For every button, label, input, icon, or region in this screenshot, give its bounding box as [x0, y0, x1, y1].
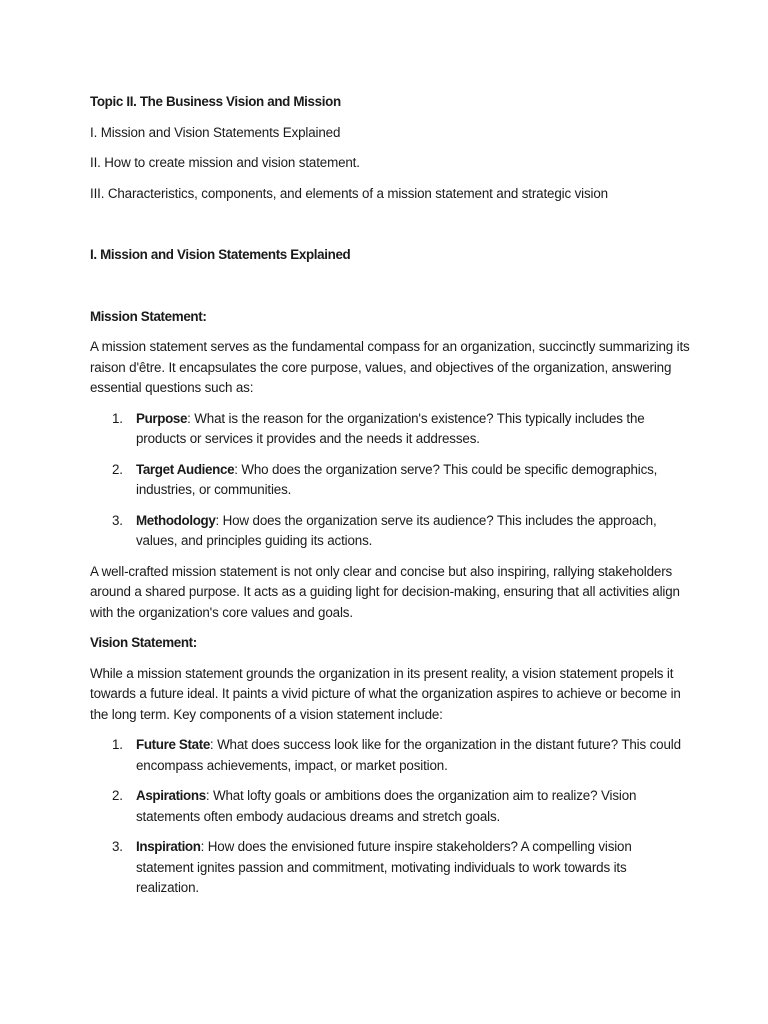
document-page: [90, 92, 690, 899]
outline-item-2: II. How to create mission and vision statement.: [90, 155, 360, 170]
outline-item-1: I. Mission and Vision Statements Explained: [90, 124, 341, 140]
list-term: Future State: [136, 737, 210, 752]
list-term: Inspiration: [136, 839, 201, 854]
outline-item-3: III. Characteristics, components, and elements of a mission statement and strategic vision: [90, 185, 608, 201]
list-item: [90, 735, 690, 776]
topic-title: Topic II. The Business Vision and Mission: [90, 94, 341, 109]
mission-heading: Mission Statement:: [90, 308, 207, 324]
list-number: 2.: [112, 788, 123, 803]
list-item: [90, 786, 690, 827]
list-term: Target Audience: [136, 461, 235, 477]
mission-closing: A well-crafted mission statement is not only clear and concise but also inspiring, rallying stakeholders around a shared purpose. It acts as a guiding light for decision-making, ensuring that all activities align with the organization's core values and goals.: [90, 563, 680, 620]
list-text: : What is the reason for the organization's existence? This typically includes the products or services it provides and the needs it addresses.: [136, 410, 645, 446]
section-heading: I. Mission and Vision Statements Explained: [90, 247, 351, 262]
list-term: Methodology: [136, 512, 216, 528]
list-text: : How does the envisioned future inspire stakeholders? A compelling vision statement ignites passion and commitment, motivating individuals to work towards its realization.: [136, 839, 632, 895]
list-text: : What lofty goals or ambitions does the organization aim to realize? Vision statements often embody audacious dreams and stretch goals.: [136, 788, 637, 824]
list-term: Purpose: [136, 410, 188, 426]
vision-list: [90, 735, 690, 899]
list-number: 2.: [112, 461, 123, 477]
list-item: [90, 511, 690, 552]
list-item: [90, 837, 690, 899]
list-number: 1.: [112, 410, 123, 426]
list-number: 3.: [112, 839, 123, 854]
mission-list: [90, 409, 690, 552]
list-text: : Who does the organization serve? This could be specific demographics, industries, or communities.: [136, 461, 658, 497]
list-item: [90, 409, 690, 450]
list-item: [90, 460, 690, 501]
vision-intro: While a mission statement grounds the organization in its present reality, a vision statement propels it towards a future ideal. It paints a vivid picture of what the organization aspires to achieve or become in the long term. Key components of a vision statement include:: [90, 665, 681, 722]
list-text: : What does success look like for the organization in the distant future? This could encompass achievements, impact, or market position.: [136, 737, 681, 773]
mission-intro: A mission statement serves as the fundamental compass for an organization, succinctly summarizing its raison d'être. It encapsulates the core purpose, values, and objectives of the organization, answering essential questions such as:: [90, 339, 690, 395]
list-number: 3.: [112, 512, 123, 528]
list-text: : How does the organization serve its audience? This includes the approach, values, and principles guiding its actions.: [136, 512, 657, 548]
list-term: Aspirations: [136, 788, 206, 803]
list-number: 1.: [112, 737, 123, 752]
vision-heading: Vision Statement:: [90, 635, 197, 650]
